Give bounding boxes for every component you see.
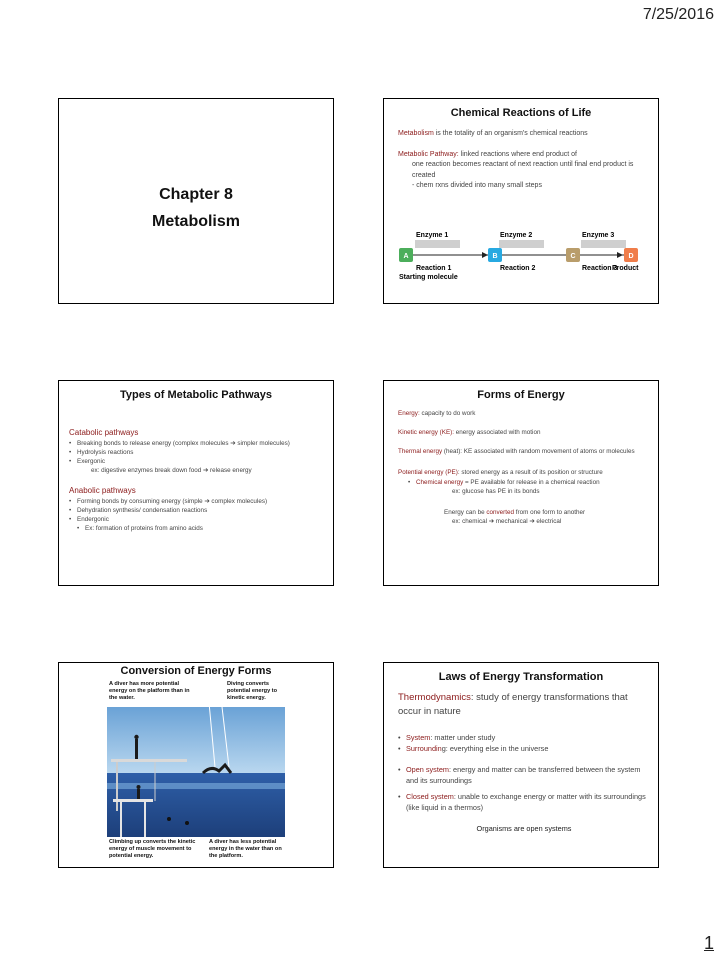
anabolic-example: • Ex: formation of proteins from amino acids <box>77 525 203 533</box>
closed-system-definition: • Closed system: unable to exchange energy or matter with its surroundings (like liquid in a thermos) <box>398 791 646 812</box>
reaction-3-label: Reaction 3 <box>582 265 618 272</box>
enzyme-1-bar <box>415 240 460 248</box>
slide-chapter-title <box>58 98 334 304</box>
catabolic-item-3: • Exergonic <box>69 457 106 465</box>
caption-bottom-right: A diver has less potential energy in the water than on the platform. <box>209 839 282 859</box>
pathway-definition: Metabolic Pathway: linked reactions where end product of <box>398 150 577 158</box>
thermal-energy-definition: Thermal energy (heat): KE associated with random movement of atoms or molecules <box>398 448 635 456</box>
catabolic-item-1: • Breaking bonds to release energy (complex molecules ➔ simpler molecules) <box>69 439 290 447</box>
slide-chemical-reactions <box>383 98 659 304</box>
sky <box>107 707 285 773</box>
chapter-number: Chapter 8 <box>159 186 233 203</box>
diver-photo <box>107 681 285 863</box>
glucose-example: ex: glucose has PE in its bonds <box>452 487 540 495</box>
node-a-label: A <box>403 253 409 260</box>
arrow-1-icon <box>482 252 488 258</box>
enzyme-2-bar <box>499 240 544 248</box>
caption-bottom-left: Climbing up converts the kinetic energy of muscle movement to potential energy. <box>109 839 196 859</box>
reaction-1-label: Reaction 1 <box>416 265 452 272</box>
arrow-3-icon <box>617 252 623 258</box>
organisms-conclusion: Organisms are open systems <box>476 824 572 834</box>
open-system-definition: • Open system: energy and matter can be transferred between the system and its surroundings <box>398 765 641 786</box>
enzyme-1-label: Enzyme 1 <box>416 232 449 239</box>
swimmer <box>167 817 171 821</box>
slide-title: Forms of Energy <box>477 389 565 401</box>
page-date: 7/25/2016 <box>642 6 714 23</box>
slide-title: Types of Metabolic Pathways <box>119 389 272 401</box>
slide-metabolic-pathways <box>58 380 334 586</box>
sea <box>107 773 285 837</box>
pathway-diagram <box>398 229 648 291</box>
diver-climbing <box>137 789 140 799</box>
node-d-label: D <box>628 253 634 260</box>
surroundings-definition: • Surrounding: everything else in the universe <box>398 743 549 753</box>
node-b-label: B <box>492 253 498 260</box>
caption-top-right: Diving converts potential energy to kinetic energy. <box>227 681 278 701</box>
chapter-name: Metabolism <box>151 213 240 231</box>
caption-top-left: A diver has more potential energy on the platform than in the water. <box>109 681 190 701</box>
anabolic-item-2: • Dehydration synthesis/ condensation reactions <box>69 506 208 514</box>
slide-title: Laws of Energy Transformation <box>438 671 604 683</box>
diver-standing <box>135 739 138 759</box>
slide-title: Conversion of Energy Forms <box>120 665 272 677</box>
enzyme-3-bar <box>581 240 626 248</box>
anabolic-item-1: • Forming bonds by consuming energy (simple ➔ complex molecules) <box>69 497 268 505</box>
anabolic-heading: Anabolic pathways <box>69 486 136 496</box>
pathway-note: - chem rxns divided into many small steps <box>412 182 542 189</box>
starting-molecule-label: Starting molecule <box>399 274 458 281</box>
system-definition: • System: matter under study <box>398 732 496 742</box>
metabolism-definition: Metabolism is the totality of an organism's chemical reactions <box>398 130 588 137</box>
thermodynamics-definition: Thermodynamics: study of energy transformations that occur in nature <box>398 692 628 718</box>
pathway-definition-cont: one reaction becomes reactant of next reaction until final end product is created <box>412 161 634 179</box>
node-c-label: C <box>570 253 576 260</box>
enzyme-3-label: Enzyme 3 <box>582 232 615 239</box>
chapter-heading <box>59 181 333 235</box>
slide-energy-conversion <box>58 662 334 868</box>
chemical-energy-definition: • Chemical energy = PE available for release in a chemical reaction <box>408 478 600 486</box>
potential-energy-definition: Potential energy (PE): stored energy as a result of its position or structure <box>398 469 603 477</box>
kinetic-energy-definition: Kinetic energy (KE): energy associated with motion <box>398 429 541 437</box>
product-label: Product <box>612 265 639 272</box>
slide-forms-of-energy <box>383 380 659 586</box>
catabolic-heading: Catabolic pathways <box>69 428 139 437</box>
slide-title: Chemical Reactions of Life <box>450 107 592 119</box>
enzyme-2-label: Enzyme 2 <box>500 232 533 239</box>
anabolic-item-3: • Endergonic <box>69 515 109 523</box>
energy-conversion: Energy can be converted from one form to another <box>444 508 586 516</box>
energy-definition: Energy: capacity to do work <box>398 410 476 417</box>
catabolic-item-2: • Hydrolysis reactions <box>69 448 134 456</box>
catabolic-example: ex: digestive enzymes break down food ➔ release energy <box>91 466 252 474</box>
slide-laws-of-energy <box>383 662 659 868</box>
conversion-example: ex: chemical ➔ mechanical ➔ electrical <box>452 517 562 525</box>
page-number: 1 <box>703 933 714 953</box>
platform <box>111 759 187 762</box>
reaction-2-label: Reaction 2 <box>500 265 536 272</box>
